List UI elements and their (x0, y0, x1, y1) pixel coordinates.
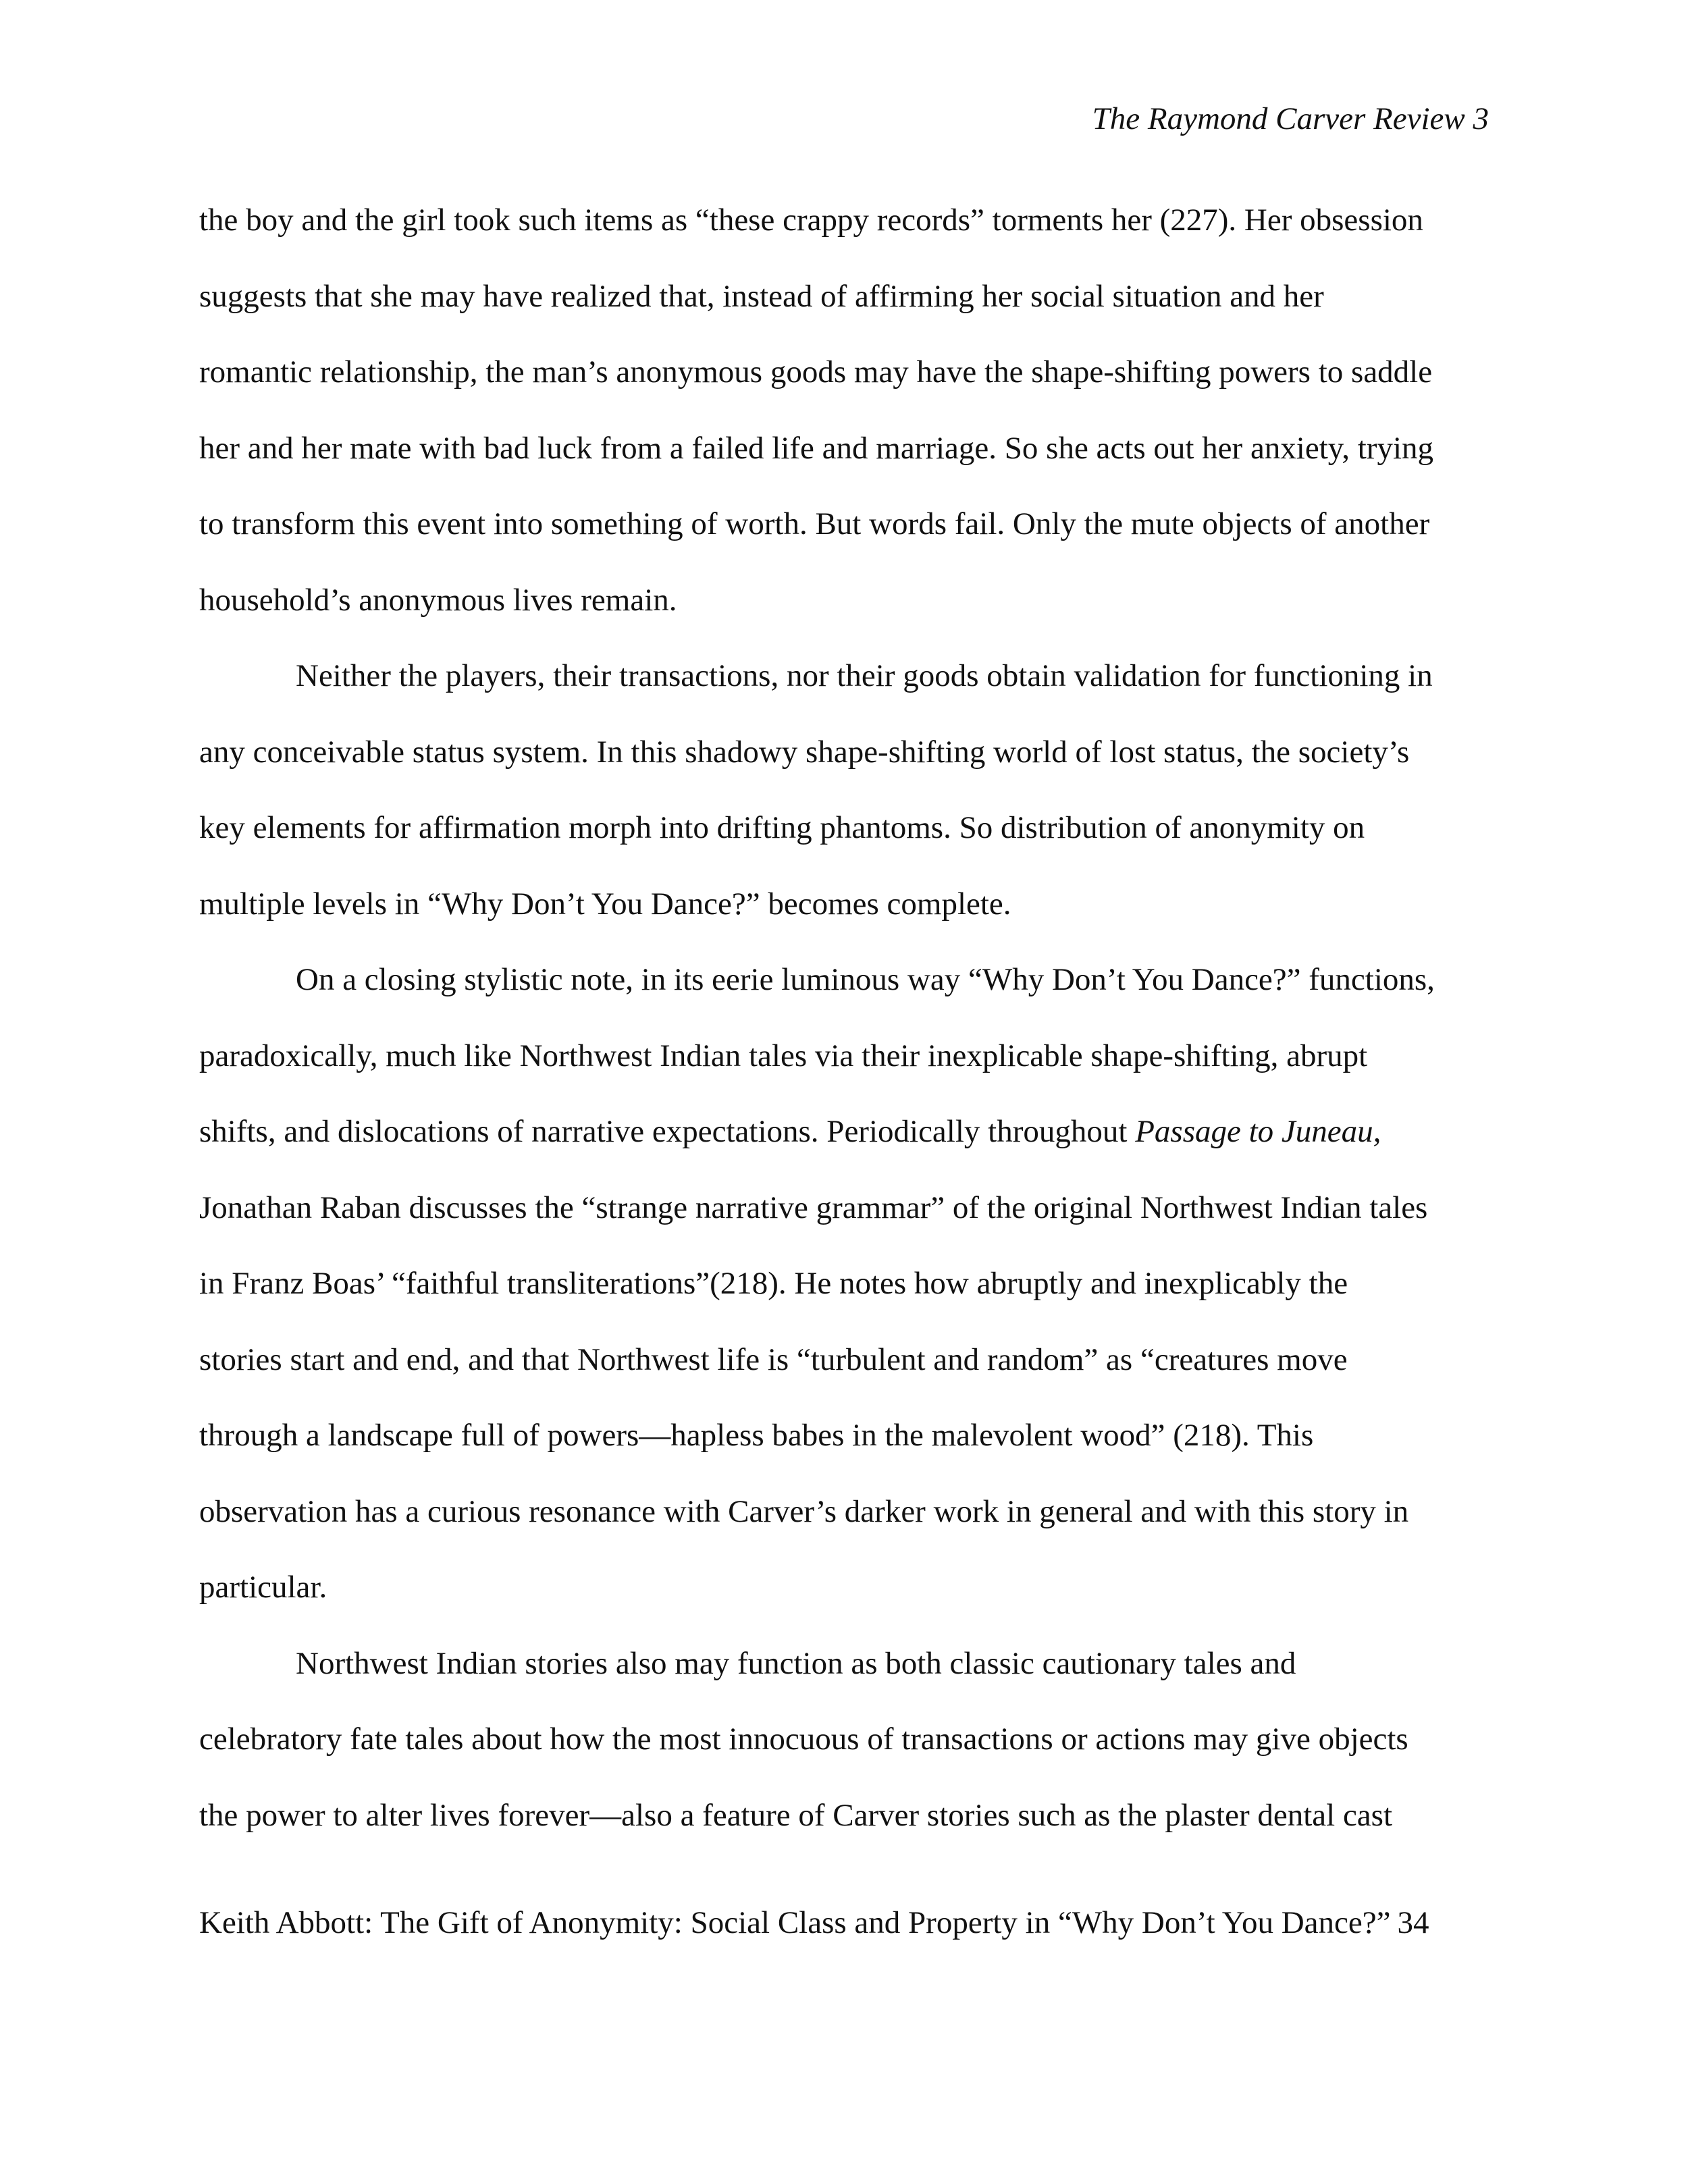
text-line: her and her mate with bad luck from a failed life and marriage. So she acts out her anxiety, trying (199, 430, 1433, 466)
paragraph-start-line: On a closing stylistic note, in its eerie luminous way “Why Don’t You Dance?” functions, (296, 962, 1435, 997)
page-number: 34 (1397, 1905, 1429, 1940)
text-line: the power to alter lives forever—also a feature of Carver stories such as the plaster dental cast (199, 1797, 1393, 1833)
text-line: paradoxically, much like Northwest Indian tales via their inexplicable shape-shifting, abrupt (199, 1038, 1368, 1073)
text-segment: shifts, and dislocations of narrative expectations. Periodically throughout (199, 1114, 1136, 1149)
text-line: suggests that she may have realized that, instead of affirming her social situation and her (199, 278, 1324, 314)
text-line (199, 1111, 1489, 1188)
text-line: multiple levels in “Why Don’t You Dance?” becomes complete. (199, 886, 1011, 922)
text-line: romantic relationship, the man’s anonymous goods may have the shape-shifting powers to saddle (199, 354, 1433, 390)
text-line: through a landscape full of powers—hapless babes in the malevolent wood” (218). This (199, 1418, 1314, 1453)
paragraph-start-line: Northwest Indian stories also may function as both classic cautionary tales and (296, 1645, 1296, 1681)
text-line: stories start and end, and that Northwest life is “turbulent and random” as “creatures move (199, 1341, 1348, 1377)
paragraph-start-line: Neither the players, their transactions, nor their goods obtain validation for functioning in (296, 658, 1433, 693)
text-line: the boy and the girl took such items as “these crappy records” torments her (227). Her obsession (199, 203, 1423, 238)
text-line: to transform this event into something of worth. But words fail. Only the mute objects of another (199, 506, 1430, 541)
footer-citation: Keith Abbott: The Gift of Anonymity: Social Class and Property in “Why Don’t You Dance?” (199, 1905, 1391, 1940)
text-line: Jonathan Raban discusses the “strange narrative grammar” of the original Northwest Indian tales (199, 1190, 1428, 1225)
page-footer (199, 1902, 1429, 1943)
article-body (199, 200, 1489, 1871)
text-line: particular. (199, 1570, 327, 1605)
text-line: household’s anonymous lives remain. (199, 582, 677, 618)
running-header: The Raymond Carver Review 3 (1092, 101, 1489, 136)
text-line: in Franz Boas’ “faithful transliterations”(218). He notes how abruptly and inexplicably the (199, 1266, 1348, 1301)
book-title-italic: Passage to Juneau, (1135, 1114, 1381, 1149)
text-line: key elements for affirmation morph into drifting phantoms. So distribution of anonymity on (199, 810, 1365, 845)
text-line: celebratory fate tales about how the most innocuous of transactions or actions may give objects (199, 1722, 1408, 1757)
text-line: any conceivable status system. In this shadowy shape-shifting world of lost status, the society’s (199, 734, 1410, 770)
text-line: observation has a curious resonance with Carver’s darker work in general and with this story in (199, 1493, 1409, 1529)
